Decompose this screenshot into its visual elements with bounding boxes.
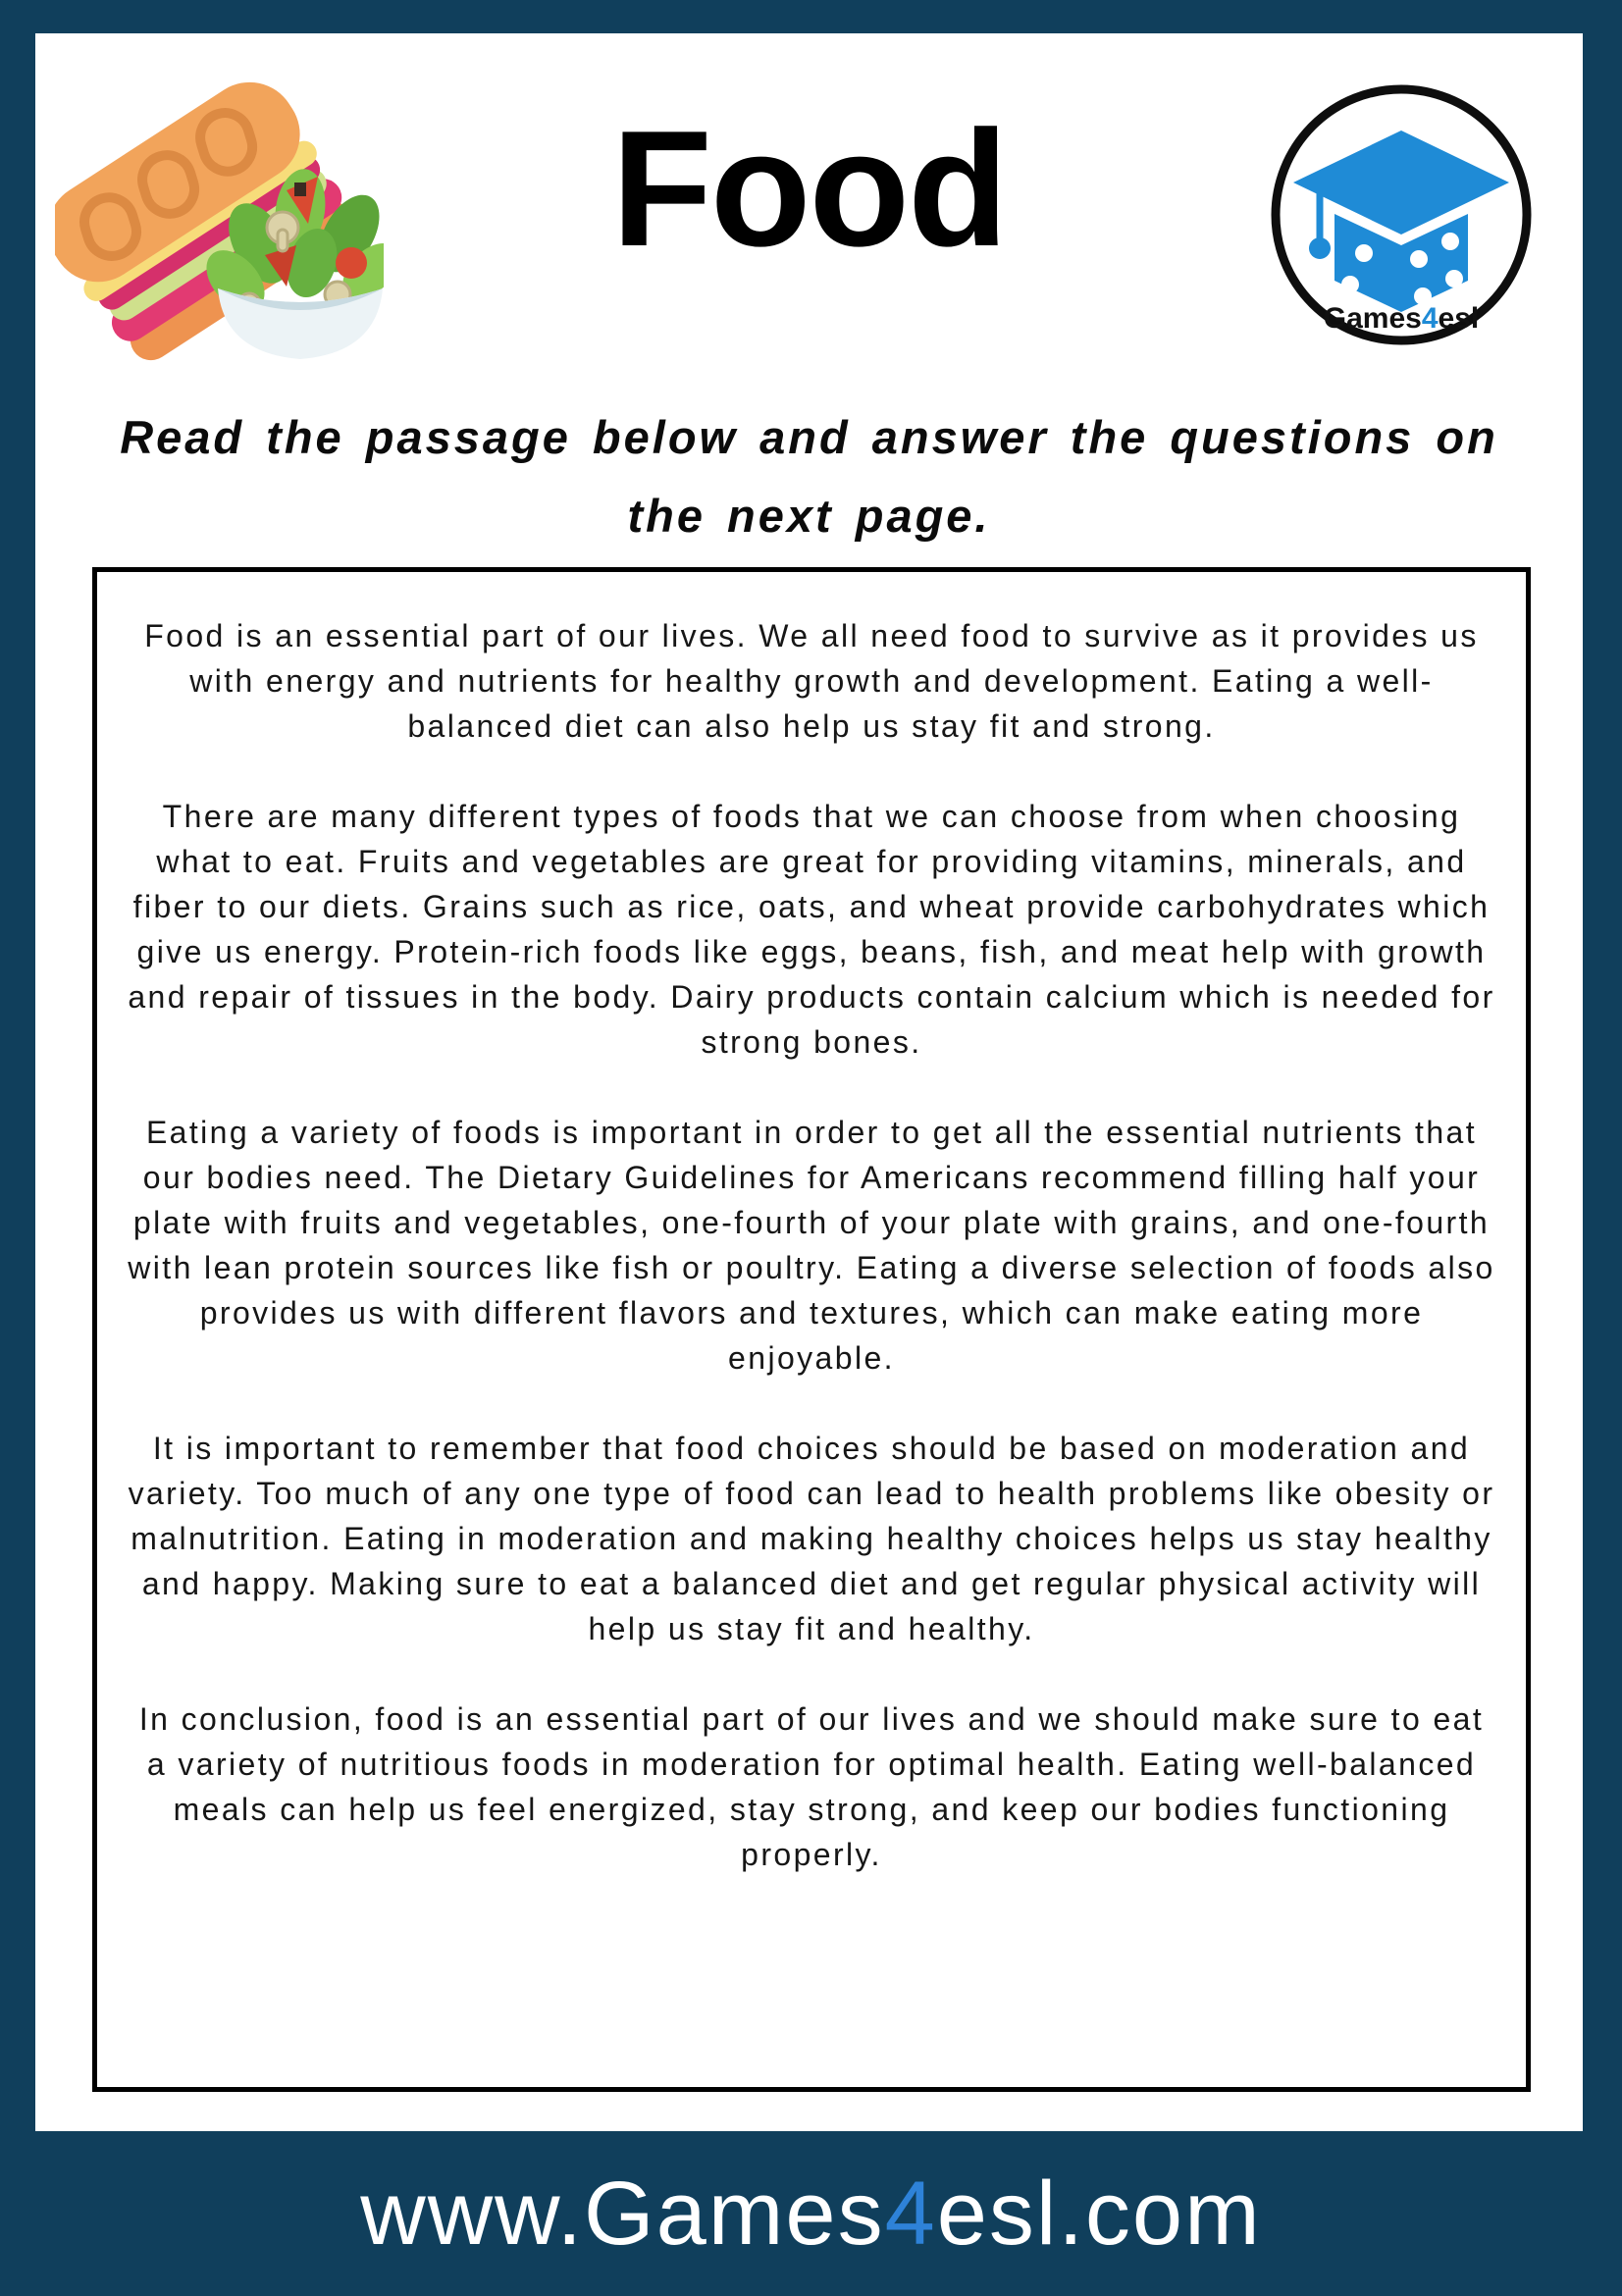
passage-box: [92, 567, 1531, 2092]
page-title: Food: [611, 96, 1007, 281]
footer-url-four: 4: [884, 2163, 937, 2264]
footer-bar: [0, 2131, 1622, 2296]
footer-url-suffix: esl.com: [936, 2163, 1262, 2264]
logo-graphic: [1263, 77, 1540, 353]
worksheet-page: [35, 33, 1583, 2131]
passage-paragraph-1: Food is an essential part of our lives. We all need food to survive as it provides us with energy and nutrients for healthy growth and development. Eating a well-balanced diet can also help us stay fit and strong.: [144, 618, 1479, 744]
passage-paragraph-2: There are many different types of foods that we can choose from when choosing what to eat. Fruits and vegetables are great for providing vitamins, minerals, and fiber to our diets. Grains such as rice, oats, and wheat provide carbohydrates which give us energy. Protein-rich foods like eggs, beans, fish, and meat help with growth and repair of tissues in the body. Dairy products contain calcium which is needed for strong bones.: [128, 799, 1495, 1060]
footer-url: [360, 2163, 1261, 2266]
passage-paragraph-4: It is important to remember that food choices should be based on moderation and variety. Too much of any one type of food can lead to health problems like obesity or malnutrition. Eating in moderation and making healthy choices helps us stay healthy and happy. Making sure to eat a balanced diet and get regular physical activity will help us stay fit and healthy.: [128, 1431, 1495, 1646]
instruction-text: Read the passage below and answer the questions on the next page.: [120, 411, 1498, 542]
footer-url-prefix: www.Games: [360, 2163, 885, 2264]
passage-paragraph-3: Eating a variety of foods is important in order to get all the essential nutrients that our bodies need. The Dietary Guidelines for Americans recommend filling half your plate with fruits and vegetables, one-fourth of your plate with grains, and one-fourth with lean protein sources like fish or poultry. Eating a diverse selection of foods also provides us with different flavors and textures, which can make eating more enjoyable.: [128, 1115, 1495, 1376]
logo-wordmark: Games4esl: [1323, 302, 1480, 335]
games4esl-logo: [1263, 77, 1540, 353]
passage-paragraph-5: In conclusion, food is an essential part of our lives and we should make sure to eat a variety of nutritious foods in moderation for optimal health. Eating well-balanced meals can help us feel energized, stay strong, and keep our bodies functioning properly.: [138, 1701, 1485, 1872]
